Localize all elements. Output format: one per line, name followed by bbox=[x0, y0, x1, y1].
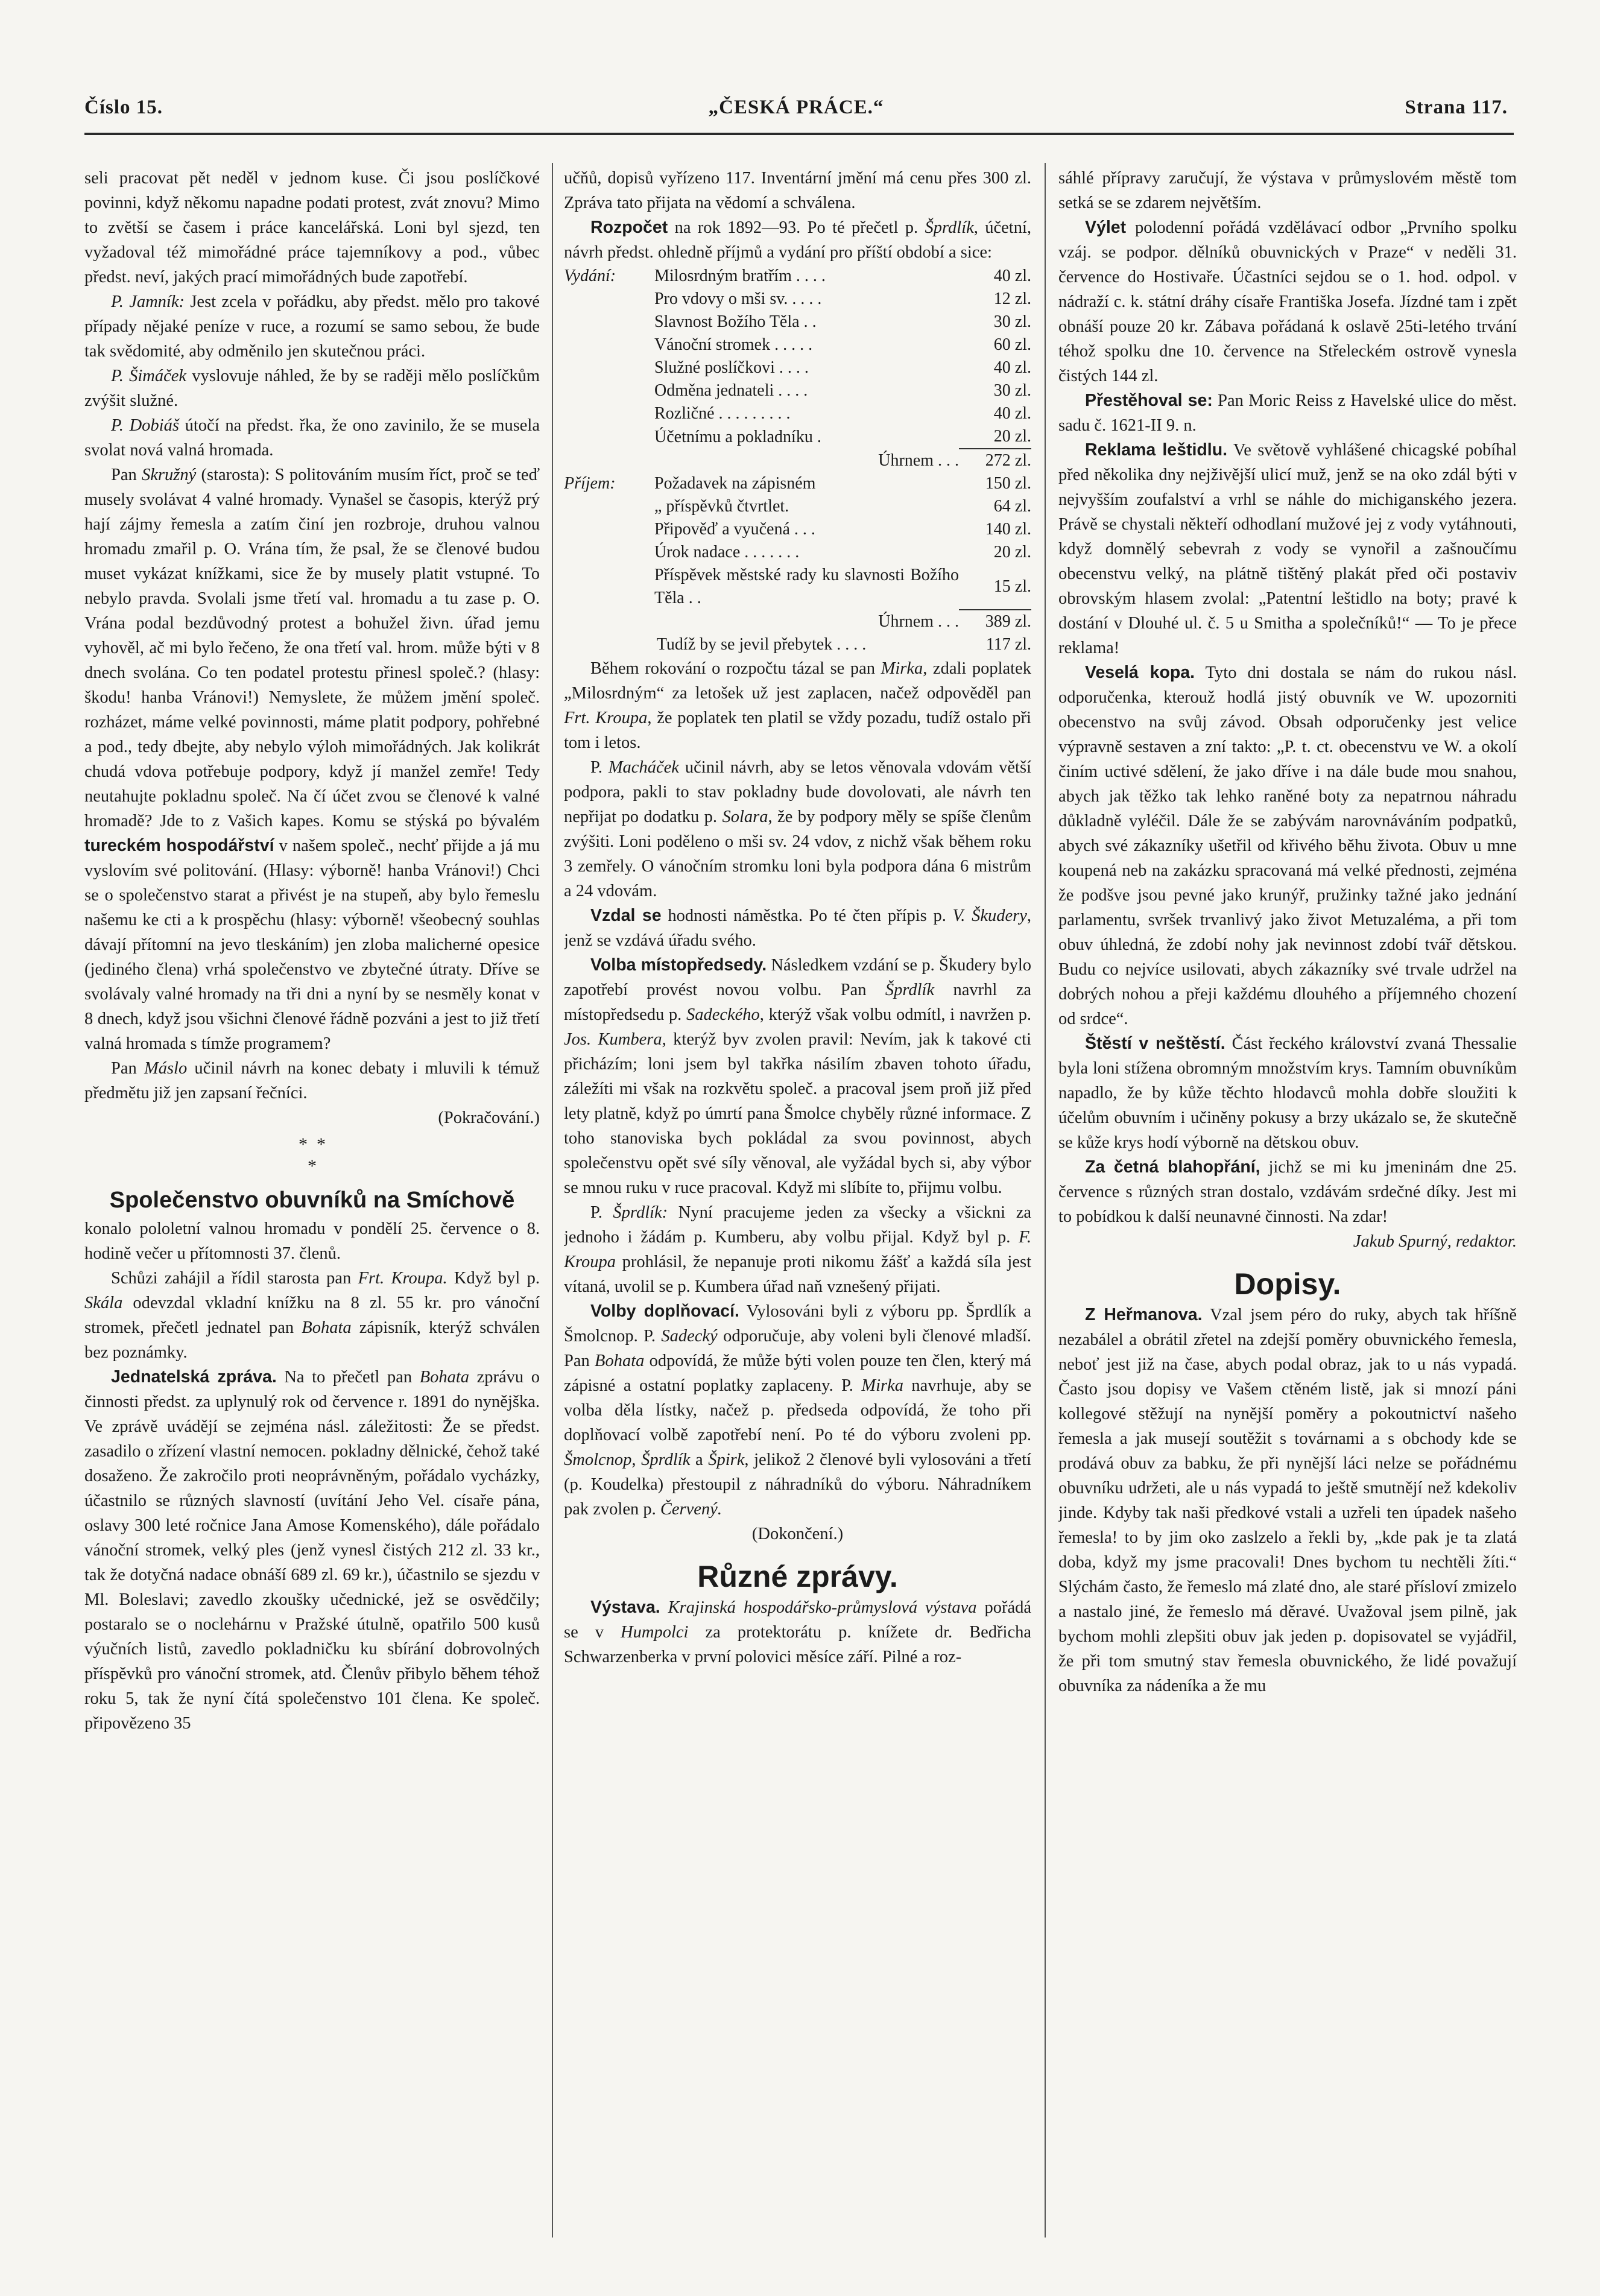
paragraph: Jednatelská zpráva. Na to přečetl pan Bohata zprávu o činnosti předst. za uplynulý rok od července r. 1891 do nynějška. Ve zprávě uvádějí se zejména násl. záležitosti: Že se předst. zasadilo o zřízení vlastní nemocen. pokladny dělnické, čehož také dosaženo. Že zakročilo proti neoprávněným, pořádalo vycházky, účastnilo se různých slavností (uvítání Jeho Vel. císaře pána, oslavy 300 leté ročnice Jana Amose Komenského), dále pořádalo vánoční stromek, velký ples (jenž vynesl čistých 212 zl. 33 kr., tak že dotyčná nadace obnáší 689 zl. 69 kr.), účastnilo se sjezdu v Ml. Boleslavi; zavedlo zkoušky učednické, jež se osvědčily; postaralo se o noclehárnu v Pražské útulně, opatřilo 500 kusů výučních listů, zavedlo pokladničku ku sbírání dobrovolných příspěvků pro vánoční stromek, atd. Členův přibylo během téhož roku 5, tak že nyní čítá společenstvo 101 člena. Ke společ. připovězeno 35 bbox=[84, 1367, 540, 1733]
table-row: Slavnost Božího Těla . . 30 zl. bbox=[654, 312, 1031, 331]
budget-table bbox=[564, 265, 1031, 656]
column-1 bbox=[84, 166, 540, 2247]
paragraph: Z Heřmanova. Vzal jsem péro do ruky, abych tak hříšně nezabálel a obrátil zřetel na zdejší poměry obuvnického řemesla, neboť jest již na čase, abych podal obraz, jak to u nás vypadá. Často jsou dopisy ve Vašem ctěném listě, jak si mnozí páni kollegové stěžují na nynější poměry a pokoutnictví našeho řemesla a jak musejí soutěžit s továrnami a s obchody kde se prodává obuv za babku, že při nynější láci nelze se pořádnému obuvníku udržeti, ale u nás vypadá to ještě smutnějí než kdekoliv jinde. Kdyby tak naši předkové vstali a uzřeli ten úpadek našeho řemesla! to by jim oko zaslzelo a řekli by, „kde pak je ta zlatá doba, když my jsme pracovali! Dnes bychom tu nechtěli žíti.“ Slýchám často, že řemeslo má zlaté dno, ale staré přísloví zmizelo a nastalo jiné, že řemeslo má děravé. Uvažoval jsem pilně, jak bychom mohli zlepšiti obuv jak jeden p. dopisovatel se vyjádřil, že při tom smutný stav řemesla obuvnického, že lidé považují obuvníka za nádeníka a že mu bbox=[1058, 1305, 1517, 1695]
table-row: Rozličné . . . . . . . . . 40 zl. bbox=[654, 404, 1031, 423]
issue-number: Číslo 15. bbox=[84, 96, 163, 118]
table-row: Odměna jednateli . . . . 30 zl. bbox=[654, 381, 1031, 400]
paragraph: P. Macháček učinil návrh, aby se letos věnovala vdovám větší podpora, pakli to stav pokladny bude dovolovati, ale návrh ten nepřijat po dodatku p. Solara, že by podpory měly se spíše členům zvýšiti. Loni poděleno o mši sv. 24 vdov, z nichž však během roku 3 zemřely. O vánočním stromku loni byla podpora dána 6 mistrům a 24 vdovám. bbox=[564, 758, 1031, 900]
paragraph: Volby doplňovací. Vylosováni byli z výboru pp. Šprdlík a Šmolcnop. P. Sadecký odporučuje, aby voleni byli členové mladší. Pan Bohata odpovídá, že může býti volen pouze ten člen, který má zápisné a ostatní poplatky zaplaceny. P. Mirka navrhuje, aby se volba děla lístky, načež p. předseda odpovídá, že toho při doplňovací volbě zapotřebí není. Po té do výboru zvoleni pp. Šmolcnop, Šprdlík a Špirk, jelikož 2 členové byli vylosováni a třetí (p. Koudelka) přestoupil z náhradníků do výboru. Náhradníkem pak zvolen p. Červený. bbox=[564, 1301, 1031, 1519]
paragraph: seli pracovat pět neděl v jednom kuse. Či jsou poslíčkové povinni, když někomu napadne podati protest, zvát znovu? Mimo to zvětší se časem i práce kancelářská. Loni byl sjezd, ten vyžadoval též mimořádné práce tajemníkovy a pod., vůbec předst. neví, jakých prací mimořádných bude zapotřebí. bbox=[84, 169, 540, 286]
paragraph: sáhlé přípravy zaručují, že výstava v průmyslovém městě tom setká se se zdarem největším. bbox=[1058, 169, 1517, 212]
table-row: Účetnímu a pokladníku . 20 zl. bbox=[654, 427, 1031, 446]
table-row: Úrok nadace . . . . . . . 20 zl. bbox=[654, 543, 1031, 561]
paragraph: učňů, dopisů vyřízeno 117. Inventární jmění má cenu přes 300 zl. Zpráva tato přijata na vědomí a schválena. bbox=[564, 169, 1031, 212]
table-row: Vydání: Milosrdným bratřím . . . . 40 zl. bbox=[564, 267, 1031, 285]
paragraph: Během rokování o rozpočtu tázal se pan Mirka, zdali poplatek „Milosrdným“ za letošek už jest zaplacen, načež odpověděl pan Frt. Kroupa, že poplatek ten platil se vždy pozadu, tudíž ostalo při tom i letos. bbox=[564, 659, 1031, 752]
section-heading: Dopisy. bbox=[1234, 1267, 1341, 1301]
continued-note: (Pokračování.) bbox=[438, 1108, 540, 1127]
paragraph: Rozpočet na rok 1892—93. Po té přečetl p. Šprdlík, účetní, návrh předst. ohledně příjmů a vydání pro příští období a sice: bbox=[564, 218, 1031, 262]
column-divider bbox=[1045, 163, 1046, 2237]
paragraph: P. Šimáček vyslovuje náhled, že by se raději mělo poslíčkům zvýšit služné. bbox=[84, 367, 540, 410]
page-header bbox=[84, 96, 1508, 133]
article-heading: Společenstvo obuvníků na Smíchově bbox=[109, 1188, 515, 1213]
table-row: „ příspěvků čtvrtlet. 64 zl. bbox=[654, 497, 1031, 516]
table-row: Služné poslíčkovi . . . . 40 zl. bbox=[654, 358, 1031, 377]
paragraph: Pan Máslo učinil návrh na konec debaty i mluvili k témuž předmětu již jen zapsaní řečníci. bbox=[84, 1059, 540, 1102]
signature: Jakub Spurný, redaktor. bbox=[1353, 1232, 1517, 1251]
header-rule bbox=[84, 133, 1514, 135]
table-row: Příspěvek městské rady ku slavnosti Božího Těla . . 15 zl. bbox=[654, 566, 1031, 607]
paragraph: Výstava. Krajinská hospodářsko-průmyslová výstava pořádá se v Humpolci za protektorátu p. knížete dr. Bedřicha Schwarzenberka v první polovici měsíce září. Pilné a roz- bbox=[564, 1598, 1031, 1666]
section-stars: * * * bbox=[299, 1134, 326, 1176]
paragraph: Přestěhoval se: Pan Moric Reiss z Havelské ulice do měst. sadu č. 1621-II 9. n. bbox=[1058, 391, 1517, 435]
paragraph: P. Šprdlík: Nyní pracujeme jeden za všecky a všickni za jednoho i žádám p. Kumberu, aby volbu přijal. Když byl p. F. Kroupa prohlásil, že nepanuje proti nikomu žášť a každá síla jest vítaná, uvolil se p. Kumbera úřad naň vznešený přijati. bbox=[564, 1203, 1031, 1296]
table-row: Úhrnem . . . 272 zl. bbox=[564, 449, 1031, 472]
paragraph: Vzdal se hodnosti náměstka. Po té čten přípis p. V. Škudery, jenž se vzdává úřadu svého. bbox=[564, 906, 1031, 950]
paragraph: Štěstí v neštěstí. Část řeckého království zvaná Thessalie byla loni stížena obromným množstvím krys. Tamním obuvníkům napadlo, že by kůže těchto hlodavců mohla dobře sloužiti k účelům obuvním i učiněny pokusy a brzy ukázalo se, že skutečně se kůže krys hodí výborně na dětskou obuv. bbox=[1058, 1034, 1517, 1152]
table-row: Vánoční stromek . . . . . 60 zl. bbox=[654, 335, 1031, 354]
table-row: Pro vdovy o mši sv. . . . . 12 zl. bbox=[654, 289, 1031, 308]
table-row: Tudíž by se jevil přebytek . . . . 117 zl. bbox=[656, 635, 1031, 654]
column-divider bbox=[552, 163, 553, 2237]
newspaper-title: „ČESKÁ PRÁCE.“ bbox=[708, 96, 884, 118]
table-row: Úhrnem . . . 389 zl. bbox=[564, 610, 1031, 633]
paragraph: Za četná blahopřání, jichž se mi ku jmeninám dne 25. července s různých stran dostalo, vzdávám srdečné díky. Jest mi to pobídkou k další neunavné činnosti. Na zdar! bbox=[1058, 1157, 1517, 1226]
paragraph: Reklama leštidlu. Ve světově vyhlášené chicagské pobíhal před několika dny nejživější ulicí muž, jenž se na oko zdál býti v nejvyšším zoufalství a vrhl se náhle do michiganského jezera. Právě se chystali někteří odhodlaní mužové jej z vody vytáhnouti, když domnělý sebevrah z vody se vynořil a zašnoučímu obecenstvu velký, na plátně tištěný plakát před oči postaviv obrovským hlasem zvolal: „Patentní leštidlo na boty; pravé k dostání v Dlouhé ul. č. 5 u Smitha a společníků!“ — To je přece reklama! bbox=[1058, 440, 1517, 657]
column-2 bbox=[564, 166, 1031, 2247]
column-3 bbox=[1058, 166, 1517, 2247]
continued-note: (Dokončení.) bbox=[751, 1525, 844, 1543]
page-number: Strana 117. bbox=[1405, 96, 1508, 118]
paragraph: P. Dobiáš útočí na předst. řka, že ono zavinilo, že se musela svolat nová valná hromada. bbox=[84, 416, 540, 460]
paragraph: P. Jamník: Jest zcela v pořádku, aby předst. mělo pro takové případy nějaké peníze v ruce, a rozumí se samo sebou, že bude tak svědomité, aby odměnilo jen skutečnou práci. bbox=[84, 293, 540, 361]
paragraph: Výlet polodenní pořádá vzdělávací odbor „Prvního spolku vzáj. se podpor. dělníků obuvnických v Praze“ v neděli 31. července do Hostivaře. Účastníci sejdou se o 1. hod. odpol. v nádraží c. k. státní dráhy císaře Františka Josefa. Jízdné tam i zpět obnáší pouze 20 kr. Zábava pořádaná k oslavě 25ti-letého trvání téhož spolku dne 10. července na Střeleckém ostrově vynesla čistých 144 zl. bbox=[1058, 218, 1517, 385]
paragraph: Pan Skružný (starosta): S politováním musím říct, proč se teď musely svolávat 4 valné hromady. Vynašel se časopis, kterýž prý hají zájmy řemesla a zatím činí jen rozbroje, druhou valnou hromadu zmařil p. O. Vrána tím, že psal, že se členové budou muset vykázat knížkami, sice že by musely platit vstupné. To nebylo pravda. Svolali jsme třetí val. hromadu a tu zase p. O. Vrána podal bezdůvodný protest a bohužel živn. úřad jemu vyhověl, ač mi bylo řečeno, že ona třetí val. hrom. může býti v 8 dnech svolána. Co ten podatel protestu přinesl společ.? (hlasy: škodu! hanba Vránovi!) Nemyslete, že můžem jmění společ. rozházet, máme velké povinnosti, máme platit podpory, pohřebné a pod., tedy dbejte, aby nebylo výloh mimořádných. Jak kolikrát chudá vdova potřebuje podpory, když jí manžel zemře! Tedy neutahujte pokladnu společ. Na čí účet zvou se členové k valné hromadě? Jde to z Vašich kapes. Komu se stýská po bývalém tureckém hospodářství v našem společ., nechť přijde a já mu vyslovím své politování. (Hlasy: výborně! hanba Vránovi!) Chci se o společenstvo starat a přivést je na stupeň, aby bylo řemeslu našemu ke cti a k prospěchu (hlasy: výborně! všeobecný souhlas dávají přítomní na jevo tleskáním) jen zloba malicherné opesice (jediného člena) vrhá společenstvo ve zbytečné útraty. Dříve se svolávaly valné hromady na tři dni a nyní by se nesměly konat v 8 dnech, když jsou všichni členové řádně pozváni a jest to již třetí valná hromada s tímže programem? bbox=[84, 466, 540, 1053]
section-heading: Různé zprávy. bbox=[697, 1560, 898, 1593]
table-row: Příjem: Požadavek na zápisném 150 zl. bbox=[564, 474, 1031, 493]
paragraph: Schůzi zahájil a řídil starosta pan Frt. Kroupa. Když byl p. Skála odevzdal vkladní knížku na 8 zl. 55 kr. pro vánoční stromek, přečetl jednatel pan Bohata zápisník, kterýž schválen bez poznámky. bbox=[84, 1269, 540, 1362]
paragraph: konalo pololetní valnou hromadu v pondělí 25. července o 8. hodině večer u přítomnosti 37. členů. bbox=[84, 1219, 540, 1263]
paragraph: Veselá kopa. Tyto dni dostala se nám do rukou násl. odporučenka, kterouž hodlá jistý obuvník ve W. upozorniti obecenstvo na svůj závod. Obsah odporučenky jest velice výpravně sestaven a zní takto: „P. t. ct. obecenstvu ve W. a okolí činím uctivé sdělení, že jako dříve i na dále bude mou snahou, abych jak těžko tak lehko raněné boty za nepatrnou náhradu důkladně vyléčil. Dále že se zabývám narovnáváním podpatků, abych své zákazníky ušetřil od křivého běhu života. Obuv u mne koupená neb na zakázku spracovaná má velké přednosti, zejména že podšve jsou pevné jako krunýř, pružinky tažné jako jednání parlamentu, svršek trvanlivý jako život Metuzaléma, a při tom obuv úhledná, že zdobí nohy jak nevinnost zdobí tvář dětskou. Budu co nejvíce usilovati, abych zákazníky své trvale udržel na dobrých nohou a přeji každému dlouhého a příjemného chození od srdce“. bbox=[1058, 663, 1517, 1028]
table-row: Připověď a vyučená . . . 140 zl. bbox=[654, 520, 1031, 539]
paragraph: Volba místopředsedy. Následkem vzdání se p. Škudery bylo zapotřebí provést novou volbu. Pan Šprdlík navrhl za místopředsedu p. Sadeckého, kterýž však volbu odmítl, i navržen p. Jos. Kumbera, kterýž byv zvolen pravil: Nevím, jak k takové cti přicházím; loni jsem byl takřka násilím zbaven tohoto úřadu, záležíti mi však na rozkvětu společ. a pracoval jsem proň již před lety platně, když po úmrtí pana Šmolce chyběly různé informace. Z toho stanoviska bych pokládal za svou povinnost, abych společenstvu opět své síly věnoval, ale vyžádal bych si, aby výbor se mnou ruku v ruce pracoval. Když mi slíbíte to, přijmu volbu. bbox=[564, 955, 1031, 1197]
